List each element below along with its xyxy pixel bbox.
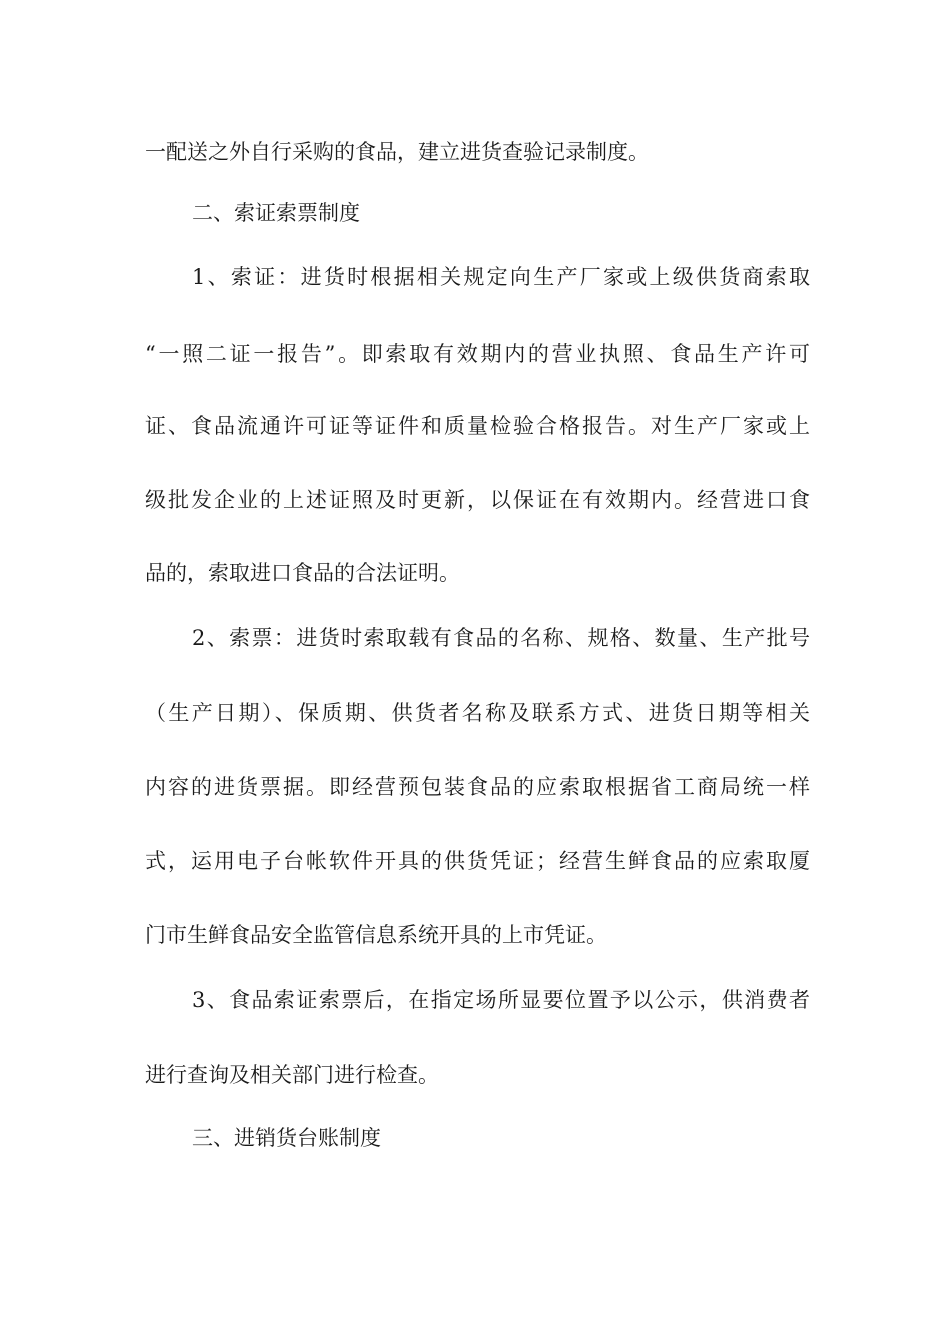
paragraph-line: “一照二证一报告”。即索取有效期内的营业执照、食品生产许可 [145, 342, 810, 366]
paragraph-line: 内容的进货票据。即经营预包装食品的应索取根据省工商局统一样 [145, 775, 810, 799]
paragraph-line: 进行查询及相关部门进行检查。 [145, 1063, 439, 1087]
paragraph-line: 品的，索取进口食品的合法证明。 [145, 561, 460, 585]
paragraph-line: 式，运用电子台帐软件开具的供货凭证；经营生鲜食品的应索取厦 [145, 849, 810, 873]
section-heading: 二、索证索票制度 [192, 201, 360, 225]
section-heading: 三、进销货台账制度 [192, 1126, 381, 1150]
paragraph-line: 证、食品流通许可证等证件和质量检验合格报告。对生产厂家或上 [145, 414, 810, 438]
paragraph-line: （生产日期）、保质期、供货者名称及联系方式、进货日期等相关 [145, 701, 810, 725]
paragraph-line: 3、食品索证索票后，在指定场所显要位置予以公示，供消费者 [192, 988, 810, 1012]
paragraph-line: 一配送之外自行采购的食品，建立进货查验记录制度。 [145, 140, 649, 164]
paragraph-line: 级批发企业的上述证照及时更新，以保证在有效期内。经营进口食 [145, 488, 810, 512]
paragraph-line: 1、索证：进货时根据相关规定向生产厂家或上级供货商索取 [192, 265, 810, 289]
paragraph-line: 门市生鲜食品安全监管信息系统开具的上市凭证。 [145, 923, 607, 947]
paragraph-line: 2、索票：进货时索取载有食品的名称、规格、数量、生产批号 [192, 626, 810, 650]
